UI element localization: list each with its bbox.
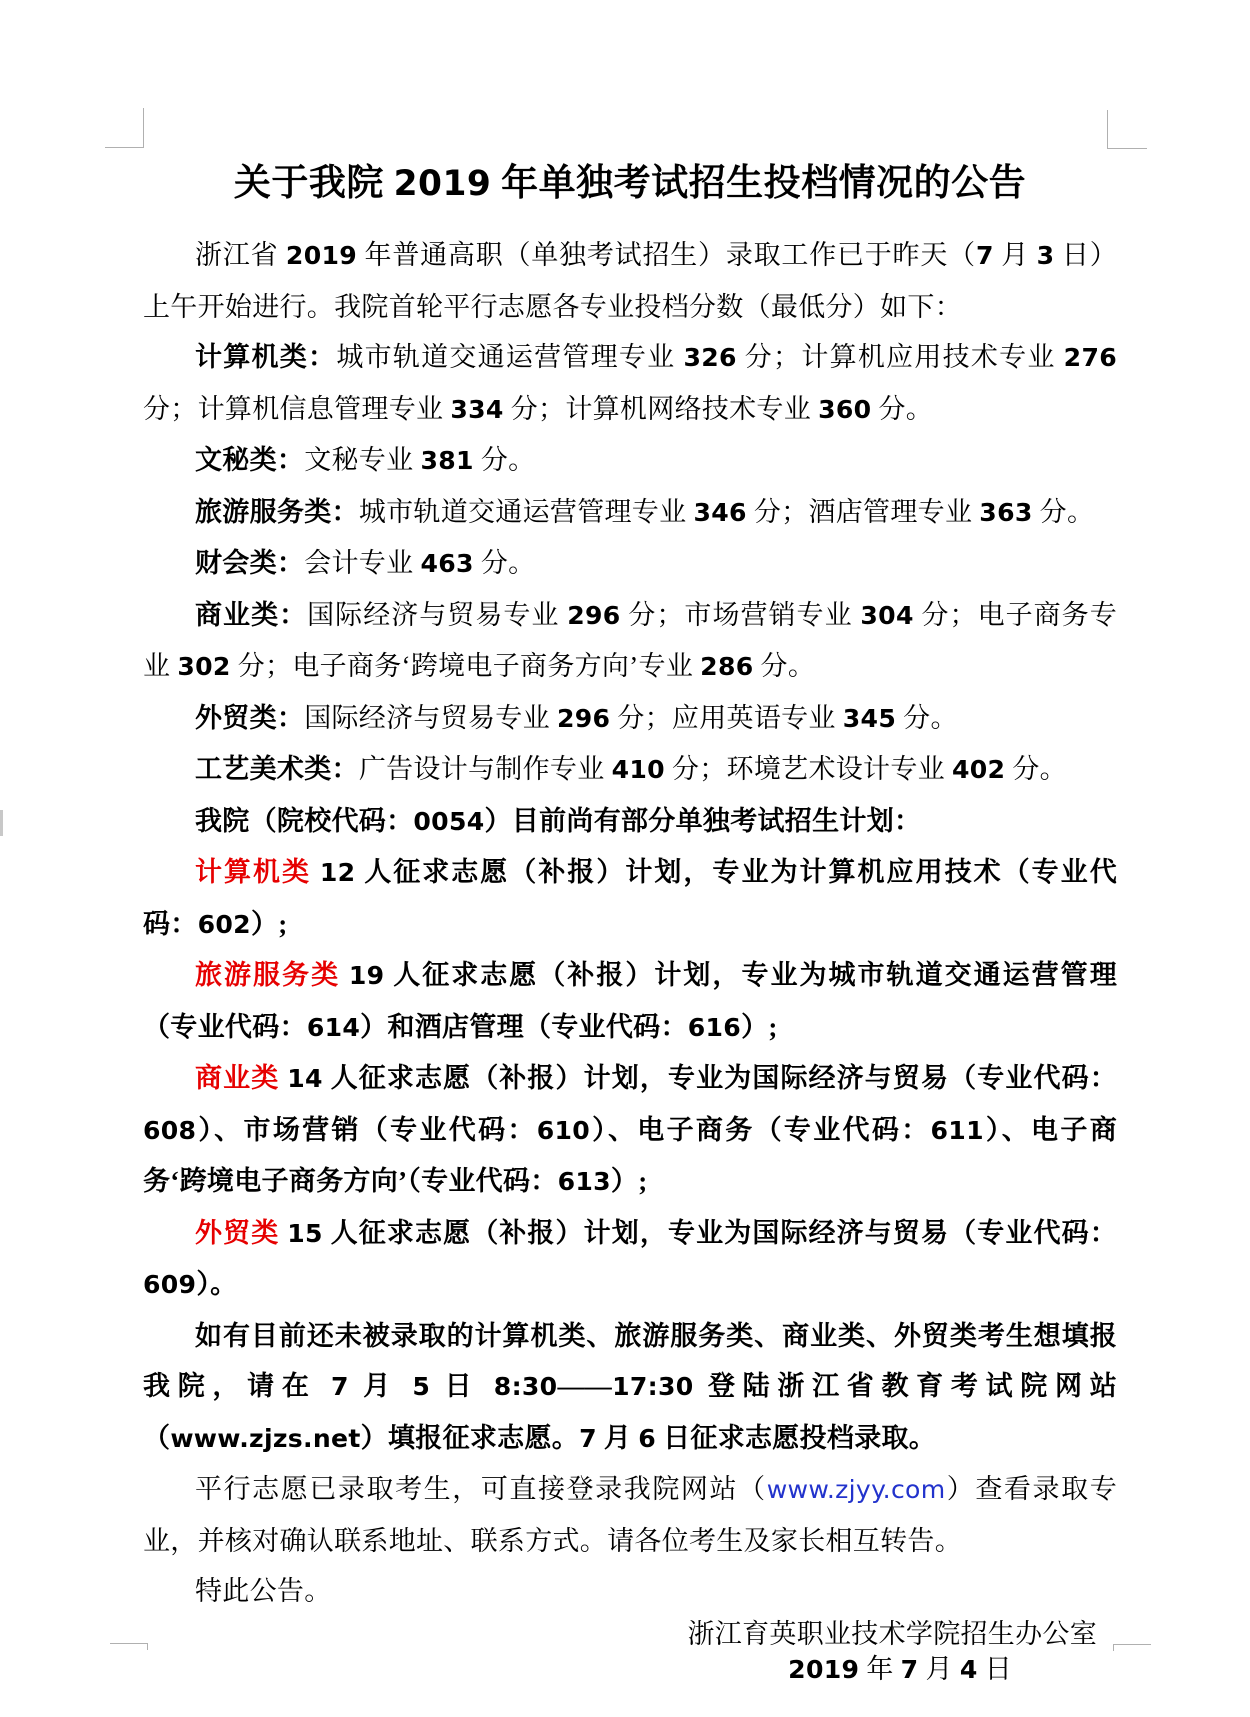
crop-mark-top-left <box>105 108 144 148</box>
run-12-4: 608 <box>143 1115 197 1145</box>
run-18-0: 2019 <box>788 1654 860 1684</box>
run-11-4: 614 <box>306 1012 361 1042</box>
run-1-6: 日）上午开始进行。我院首轮平行志愿各专业投档分数（最低分）如下： <box>143 240 1118 322</box>
run-6-4: 304 <box>860 600 914 630</box>
run-8-4: 402 <box>952 755 1006 784</box>
run-14-12: 月 <box>596 1422 639 1453</box>
category-label: 外贸类： <box>195 702 305 733</box>
run-14-7: 17:30 <box>612 1372 694 1401</box>
run-14-3: 5 <box>412 1372 431 1401</box>
run-2-8: 360 <box>818 394 872 424</box>
run-13-2: 15 <box>287 1218 323 1248</box>
run-14-5: 8:30 <box>493 1372 558 1401</box>
run-7-5: 分。 <box>896 702 958 733</box>
category-label: 计算机类： <box>195 342 337 372</box>
run-14-13: 6 <box>638 1423 657 1453</box>
run-1-5: 3 <box>1036 241 1055 270</box>
run-11-7: ）; <box>741 1011 778 1042</box>
run-9-2: ）目前尚有部分单独考试招生计划： <box>484 805 922 836</box>
run-5-1: 会计专业 <box>304 548 421 578</box>
plan-intro <box>143 796 1117 848</box>
run-12-10: 613 <box>557 1167 611 1196</box>
run-11-5: ）和酒店管理（专业代码： <box>360 1011 688 1042</box>
run-12-7: ）、电子商务（专业代码： <box>590 1114 931 1145</box>
run-18-1: 年 <box>859 1653 901 1684</box>
run-0-2: 年单独考试招生投档情况的公告 <box>491 163 1027 204</box>
category-label: 商业类： <box>195 599 308 630</box>
run-1-2: 年普通高职（单独考试招生）录取工作已于昨天（ <box>357 240 976 270</box>
category-label: 工艺美术类： <box>195 754 359 784</box>
run-5-3: 分。 <box>473 548 536 578</box>
admitted-students-notice <box>143 1464 1117 1566</box>
category-label: 旅游服务类： <box>195 496 359 527</box>
category-label-red: 旅游服务类 <box>195 960 341 990</box>
run-4-2: 346 <box>693 497 747 527</box>
crop-mark-top-right <box>1107 110 1147 149</box>
run-14-0: 如有目前还未被录取的计算机类、旅游服务类、商业类、外贸类考生想填报我院，请在 <box>143 1320 1117 1401</box>
run-4-3: 分；酒店管理专业 <box>746 496 980 527</box>
zjyy-link[interactable]: www.zjyy.com <box>766 1475 946 1504</box>
run-6-1: 国际经济与贸易专业 <box>307 599 568 630</box>
plan-business <box>143 1053 1117 1208</box>
run-5-2: 463 <box>420 549 474 578</box>
closing-remark <box>143 1566 1117 1617</box>
run-2-3: 分；计算机应用技术专业 <box>736 342 1064 372</box>
run-1-4: 月 <box>993 240 1037 270</box>
score-finance <box>143 538 1117 590</box>
run-4-1: 城市轨道交通运营管理专业 <box>358 496 694 527</box>
score-secretarial <box>143 435 1117 487</box>
run-9-1: 0054 <box>413 806 485 836</box>
run-4-5: 分。 <box>1032 496 1095 527</box>
run-8-3: 分；环境艺术设计专业 <box>664 754 952 784</box>
run-6-2: 296 <box>567 600 621 630</box>
run-11-3: 人征求志愿（补报）计划，专业为城市轨道交通运营管理（专业代码： <box>143 960 1117 1042</box>
run-7-1: 国际经济与贸易专业 <box>304 702 557 733</box>
run-17-0: 浙江育英职业技术学院招生办公室 <box>687 1618 1097 1649</box>
run-8-2: 410 <box>611 755 665 784</box>
run-7-3: 分；应用英语专业 <box>610 702 843 733</box>
run-12-11: ）; <box>610 1166 648 1196</box>
run-14-11: 7 <box>579 1423 597 1453</box>
run-15-2: ）查看录取专业，并核对确认联系地址、联系方式。请各位考生及家长相互转告。 <box>143 1474 1117 1556</box>
run-2-7: 分；计算机网络技术专业 <box>503 393 819 424</box>
run-11-2: 19 <box>348 961 385 990</box>
run-16-0: 特此公告。 <box>195 1576 332 1606</box>
run-8-1: 广告设计与制作专业 <box>358 754 612 784</box>
run-6-7: 分；电子商务‘跨境电子商务方向’专业 <box>230 651 701 681</box>
run-10-4: 602 <box>197 909 251 939</box>
score-computer <box>143 332 1117 435</box>
run-1-0: 浙江省 <box>195 240 286 270</box>
run-12-8: 611 <box>930 1115 984 1145</box>
category-label: 文秘类： <box>195 445 305 475</box>
score-arts <box>143 744 1117 796</box>
run-11-1 <box>340 960 349 990</box>
run-4-4: 363 <box>979 497 1033 527</box>
run-18-3: 月 <box>918 1653 960 1684</box>
run-2-4: 276 <box>1063 343 1117 372</box>
run-18-4: 4 <box>959 1654 978 1684</box>
run-12-3: 人征求志愿（补报）计划，专业为国际经济与贸易（专业代码： <box>322 1063 1117 1093</box>
zjzs-url: www.zjzs.net <box>170 1423 361 1453</box>
run-12-9: ）、电子商务‘跨境电子商务方向’（专业代码： <box>143 1114 1117 1196</box>
run-3-3: 分。 <box>473 445 536 475</box>
run-12-2: 14 <box>287 1064 323 1093</box>
run-14-2: 月 <box>348 1371 413 1401</box>
category-label: 财会类： <box>195 548 305 578</box>
plan-tourism <box>143 950 1117 1053</box>
run-6-9: 分。 <box>753 651 816 681</box>
run-6-3: 分；市场营销专业 <box>620 599 861 630</box>
run-2-2: 326 <box>683 343 737 372</box>
run-14-14: 日征求志愿投档录取。 <box>656 1422 937 1453</box>
run-13-5: ）。 <box>196 1269 238 1299</box>
run-1-1: 2019 <box>285 241 358 270</box>
intro-paragraph <box>143 230 1117 332</box>
application-instructions <box>143 1311 1117 1465</box>
run-7-4: 345 <box>842 703 897 733</box>
run-10-3: 人征求志愿（补报）计划，专业为计算机应用技术（专业代码： <box>143 857 1117 939</box>
run-2-9: 分。 <box>871 393 934 424</box>
run-14-10: ）填报征求志愿。 <box>360 1422 580 1453</box>
category-label-red: 计算机类 <box>195 857 312 887</box>
run-18-2: 7 <box>900 1654 919 1684</box>
signature-office <box>143 1617 1117 1652</box>
run-12-5: ）、市场营销（专业代码： <box>196 1114 537 1145</box>
run-6-8: 286 <box>700 652 754 681</box>
category-label-red: 商业类 <box>195 1063 280 1093</box>
run-2-5: 分；计算机信息管理专业 <box>143 393 451 424</box>
run-10-5: ）; <box>250 908 288 939</box>
run-13-3: 人征求志愿（补报）计划，专业为国际经济与贸易（专业代码： <box>322 1217 1117 1248</box>
run-18-5: 日 <box>977 1653 1012 1684</box>
score-foreign-trade <box>143 693 1117 745</box>
announcement-document <box>143 162 1117 1687</box>
run-15-0: 平行志愿已录取考生，可直接登录我院网站（ <box>195 1474 767 1504</box>
run-1-3: 7 <box>975 241 994 270</box>
run-3-2: 381 <box>420 446 474 475</box>
run-14-8: 登陆浙江省教育考试院网站（ <box>143 1371 1118 1453</box>
plan-computer <box>143 847 1117 950</box>
run-9-0: 我院（院校代码： <box>195 805 414 836</box>
run-3-1: 文秘专业 <box>304 445 421 475</box>
run-12-6: 610 <box>536 1115 591 1145</box>
crop-mark-bottom-right <box>1113 1644 1151 1651</box>
score-business <box>143 590 1117 693</box>
signature-date <box>143 1652 1117 1687</box>
run-10-2: 12 <box>319 858 356 887</box>
run-8-5: 分。 <box>1005 754 1067 784</box>
run-2-1: 城市轨道交通运营管理专业 <box>336 342 684 372</box>
run-14-4: 日 <box>430 1371 494 1401</box>
run-10-1 <box>311 857 320 887</box>
run-6-6: 302 <box>177 652 231 681</box>
page-edge-artifact <box>0 810 3 836</box>
run-2-6: 334 <box>450 394 504 424</box>
run-11-6: 616 <box>687 1012 742 1042</box>
run-14-1: 7 <box>330 1372 349 1401</box>
run-13-4: 609 <box>143 1270 197 1299</box>
run-0-0: 关于我院 <box>233 163 394 204</box>
run-6-5: 分；电子商务专业 <box>143 599 1118 681</box>
run-14-6: —— <box>557 1371 613 1401</box>
category-label-red: 外贸类 <box>195 1217 280 1248</box>
run-0-1: 2019 <box>393 164 492 204</box>
page-title <box>143 162 1117 206</box>
run-7-2: 296 <box>556 703 611 733</box>
plan-foreign-trade <box>143 1208 1117 1311</box>
score-tourism <box>143 487 1117 539</box>
